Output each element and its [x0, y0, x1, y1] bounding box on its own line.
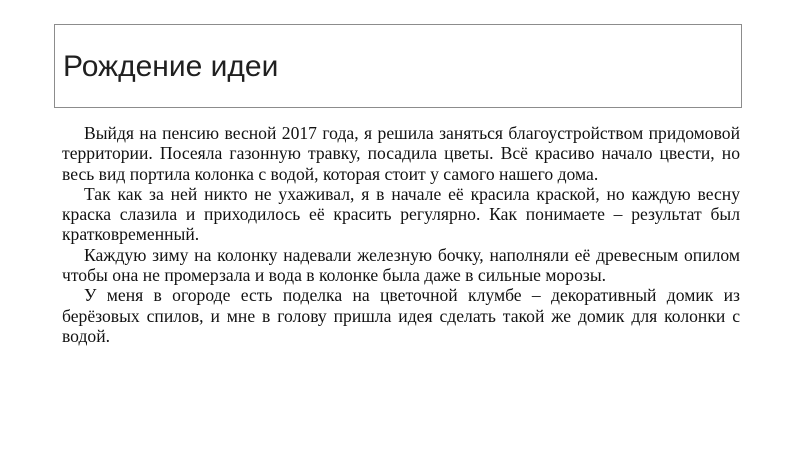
title-box: [54, 24, 742, 108]
paragraph-1: Выйдя на пенсию весной 2017 года, я решила заняться благоустройством придомовой территории. Посеяла газонную травку, посадила цветы. Всё красиво начало цвести, но весь вид портила колонка с водой, которая стоит у самого нашего дома.: [62, 123, 740, 184]
paragraph-2: Так как за ней никто не ухаживал, я в начале её красила краской, но каждую весну краска слазила и приходилось её красить регулярно. Как понимаете – результат был кратковременный.: [62, 183, 740, 245]
paragraph-4: У меня в огороде есть поделка на цветочной клумбе – декоративный домик из берёзовых спилов, и мне в голову пришла идея сделать такой же домик для колонки с водой.: [62, 285, 740, 346]
paragraph-3: Каждую зиму на колонку надевали железную бочку, наполняли её древесным опилом чтобы она не промерзала и вода в колонке была даже в сильные морозы.: [62, 244, 740, 286]
body-text: [62, 123, 740, 346]
slide-title: Рождение идеи: [63, 50, 279, 83]
